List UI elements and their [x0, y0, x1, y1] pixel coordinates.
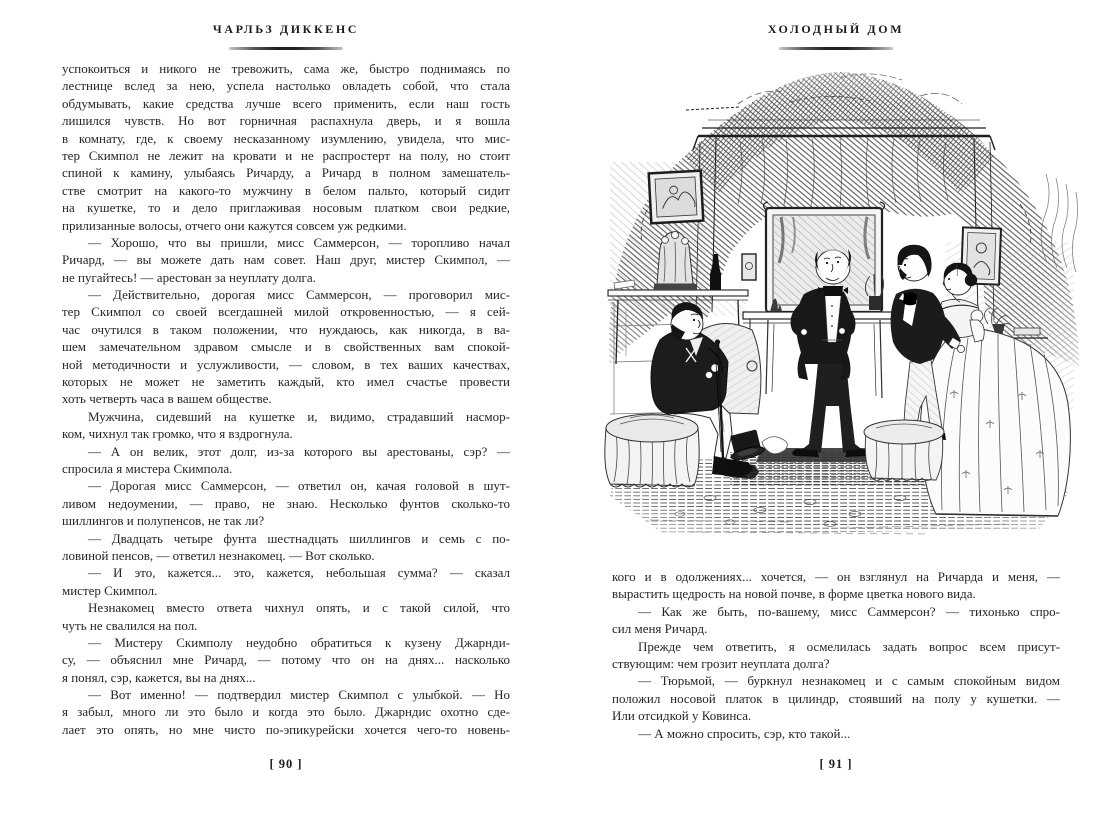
text-line: я забыл, много ли это было и когда это было. Джарндис охотно сде-	[62, 704, 510, 720]
text-line: Или отсидкой у Ковинса.	[612, 708, 752, 724]
running-head-right: ХОЛОДНЫЙ ДОМ	[767, 22, 905, 36]
text-line: ком, чихнул так громко, что я вздрогнула.	[62, 426, 293, 442]
text-line: тер Скимпол со своей всегдашней милой откровенностью, — я сей-	[62, 304, 510, 320]
right-ottoman	[864, 420, 944, 481]
text-line: — Тюрьмой, — буркнул незнакомец и с самым спокойным видом	[638, 673, 1060, 689]
text-line: час очутился в таком положении, что нуждаюсь, как никогда, в ва-	[62, 321, 510, 337]
text-line: спиной к камину, улыбаясь Ричарду, а Ричард в полном замешатель-	[62, 165, 510, 181]
page-number-right: [ 91 ]	[819, 757, 853, 771]
text-line: — Хорошо, что вы пришли, мисс Саммерсон, — торопливо начал	[88, 234, 510, 250]
left-picture-frame	[649, 171, 704, 224]
text-line: — Дорогая мисс Саммерсон, — ответил он, качая головой в шут-	[88, 478, 510, 494]
text-line: Незнакомец вместо ответа чихнул опять, и с такой силой, что	[88, 600, 510, 616]
head-rule-left	[229, 47, 343, 50]
text-line: прилизанные волосы, отчего они кажутся совсем уж редкими.	[62, 217, 407, 233]
text-line: ной методичности и услужливости, — словом, в тех ваших качествах,	[62, 356, 510, 372]
text-line: я понял, сэр, кажется, вы на днях...	[62, 669, 256, 685]
text-line: не пугайтесь! — арестован за неуплату долга.	[62, 269, 316, 285]
text-line: — Мистеру Скимполу неудобно обратиться к кузену Джарнди-	[88, 634, 510, 650]
text-line: лишился чувств. Но вот горничная распахнула дверь, и я вошла	[62, 113, 510, 129]
page-right	[612, 0, 1060, 825]
left-ottoman	[605, 414, 699, 487]
text-line: — Вот именно! — подтвердил мистер Скимпол с улыбкой. — Но	[88, 687, 510, 703]
text-line: ловиной пенсов, — ответил незнакомец. — Вот сколько.	[62, 547, 375, 563]
text-line: Ричард, — вы можете дать нам совет. Наш друг, мистер Скимпол, —	[62, 252, 510, 268]
page-number-left: [ 90 ]	[269, 757, 303, 771]
text-line: — Действительно, дорогая мисс Саммерсон, — проговорил мис-	[88, 287, 510, 303]
parlour-scene-illustration	[590, 62, 1082, 562]
text-line: вырастить щедрость на новой почве, в форме цветка нового вида.	[612, 586, 976, 602]
page-left	[62, 0, 510, 825]
text-line: чуть не свалился на пол.	[62, 617, 198, 633]
body-text-left	[62, 60, 510, 738]
text-line: в комнату, где, к своему несказанному изумлению, увидела, что мис-	[62, 130, 510, 146]
running-head-left: ЧАРЛЬЗ ДИККЕНС	[212, 22, 360, 36]
text-line: стве смотрит на какого-то мужчину в белом пальто, который сидит	[62, 182, 510, 198]
text-line: — А он велик, этот долг, из-за которого вы арестованы, сэр? —	[88, 443, 510, 459]
text-line: сил меня Ричард.	[612, 621, 708, 637]
text-line: лает это опять, но мне чисто по-эпикурейски хочется чего-то новень-	[62, 721, 510, 737]
text-line: на кушетке, то и дело приглаживая носовым платком свои редкие,	[62, 200, 510, 216]
text-line: положил носовой платок в цилиндр, стоявший на полу у кушетки. —	[612, 690, 1060, 706]
text-line: хоть четверть часа в вашем обществе.	[62, 391, 272, 407]
text-line: Мужчина, сидевший на кушетке и, видимо, страдавший насмор-	[88, 408, 510, 424]
text-line: — И это, кажется... это, кажется, небольшая сумма? — сказал	[88, 565, 510, 581]
text-line: успокоиться и никого не тревожить, сама же, быстро поднимаясь по	[62, 61, 510, 76]
head-rule-right	[779, 47, 893, 50]
text-line: ствующим: чем грозит неуплата долга?	[612, 655, 830, 671]
text-line: кого и в одолжениях... хочется, — он взглянул на Ричарда и меня, —	[612, 569, 1060, 584]
text-line: шиллингов и полупенсов, не так ли?	[62, 513, 265, 529]
text-line: которых не может не заметить каждый, кто имел счастье провести	[62, 374, 510, 390]
text-line: шем замечательном здравом смысле и в свойственных вам спокой-	[62, 339, 510, 355]
text-line: лестнице вслед за нею, успела настолько овладеть собой, что стала	[62, 78, 510, 94]
text-line: — Двадцать четыре фунта шестнадцать шиллингов и семь с по-	[88, 530, 510, 546]
text-line: — Как же быть, по-вашему, мисс Саммерсон? — тихонько спро-	[638, 603, 1060, 619]
text-line: — А можно спросить, сэр, кто такой...	[638, 725, 851, 741]
text-line: спросила я мистера Скимпола.	[62, 460, 233, 476]
text-line: су, — объяснил мне Ричард, — потому что он на днях... насколько	[62, 652, 510, 668]
text-line: Прежде чем ответить, я осмелилась задать вопрос всем присут-	[638, 638, 1060, 654]
text-line: ливом недоумении, — право, не знаю. Несколько фунтов сколько-то	[62, 495, 510, 511]
text-line: мистер Скимпол.	[62, 582, 158, 598]
text-line: тер Скимпол не лежит на кровати и не распростерт на полу, но стоит	[62, 147, 510, 163]
body-text-right	[612, 568, 1060, 742]
text-line: обдумывать, какие средства лучше всего применить, если наш гость	[62, 95, 510, 111]
